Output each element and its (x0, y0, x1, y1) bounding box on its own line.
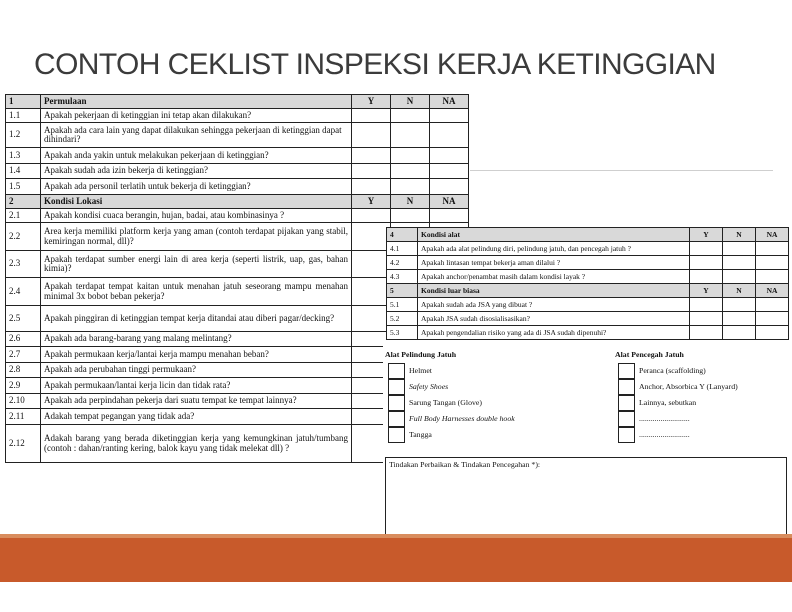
check-y-cell[interactable] (690, 270, 723, 284)
section-number: 2 (6, 195, 41, 209)
check-y-cell[interactable] (352, 123, 391, 148)
checkbox[interactable] (388, 379, 405, 395)
row-number: 2.8 (6, 363, 41, 378)
equipment-item (615, 427, 738, 443)
header-na: NA (756, 284, 789, 298)
equipment-label: Lainnya, sebutkan (639, 398, 697, 407)
section-row-kondisi-luar-biasa (387, 284, 789, 298)
header-na: NA (756, 228, 789, 242)
check-na-cell[interactable] (756, 312, 789, 326)
checkbox[interactable] (618, 411, 635, 427)
equipment-item (615, 363, 738, 379)
divider-line (470, 170, 773, 171)
row-number: 2.10 (6, 394, 41, 409)
check-y-cell[interactable] (690, 298, 723, 312)
check-n-cell[interactable] (391, 164, 430, 179)
check-n-cell[interactable] (391, 179, 430, 195)
row-number: 2.4 (6, 278, 41, 306)
checkbox[interactable] (388, 427, 405, 443)
row-text: Apakah sudah ada izin bekerja di ketinggian? (41, 164, 352, 179)
equipment-label: Safety Shoes (409, 382, 449, 391)
check-y-cell[interactable] (352, 179, 391, 195)
header-n: N (723, 284, 756, 298)
checkbox[interactable] (618, 379, 635, 395)
checkbox[interactable] (618, 427, 635, 443)
equipment-label: .......................... (639, 430, 690, 439)
header-n: N (723, 228, 756, 242)
row-number: 4.3 (387, 270, 418, 284)
section-number: 1 (6, 95, 41, 109)
header-y: Y (690, 228, 723, 242)
check-y-cell[interactable] (690, 256, 723, 270)
equipment-label: Full Body Harnesses double hook (409, 414, 515, 423)
row-text: Apakah ada cara lain yang dapat dilakukan sehingga pekerjaan di ketinggian dapat dihindari? (41, 123, 352, 148)
row-number: 1.5 (6, 179, 41, 195)
table-row (6, 148, 469, 164)
equipment-label: .......................... (639, 414, 690, 423)
check-na-cell[interactable] (756, 270, 789, 284)
row-number: 1.3 (6, 148, 41, 164)
row-number: 1.4 (6, 164, 41, 179)
check-n-cell[interactable] (723, 256, 756, 270)
table-row (6, 179, 469, 195)
row-number: 2.1 (6, 209, 41, 223)
check-y-cell[interactable] (352, 209, 391, 223)
section-title: Kondisi luar biasa (418, 284, 690, 298)
row-text: Apakah kondisi cuaca berangin, hujan, badai, atau kombinasinya ? (41, 209, 352, 223)
equipment-item (385, 363, 515, 379)
row-number: 2.11 (6, 409, 41, 425)
checkbox[interactable] (388, 395, 405, 411)
row-text: Apakah permukaan kerja/lantai kerja mampu menahan beban? (41, 347, 352, 363)
check-n-cell[interactable] (723, 312, 756, 326)
row-number: 2.3 (6, 251, 41, 278)
equipment-item (615, 411, 738, 427)
header-y: Y (352, 195, 391, 209)
row-text: Apakah pinggiran di ketinggian tempat kerja ditandai atau diberi pagar/decking? (41, 306, 352, 332)
check-y-cell[interactable] (690, 326, 723, 340)
equipment-label: Sarung Tangan (Glove) (409, 398, 482, 407)
equipment-label: Helmet (409, 366, 432, 375)
equipment-label: Tangga (409, 430, 432, 439)
equipment-panel (383, 340, 789, 560)
row-number: 1.2 (6, 123, 41, 148)
row-number: 1.1 (6, 109, 41, 123)
check-n-cell[interactable] (391, 209, 430, 223)
check-y-cell[interactable] (352, 109, 391, 123)
row-text: Apakah JSA sudah disosialisasikan? (418, 312, 690, 326)
section-title: Kondisi Lokasi (41, 195, 352, 209)
equipment-item (385, 427, 515, 443)
checkbox[interactable] (618, 395, 635, 411)
row-number: 2.7 (6, 347, 41, 363)
row-text: Apakah ada alat pelindung diri, pelindung jatuh, dan pencegah jatuh ? (418, 242, 690, 256)
section-number: 4 (387, 228, 418, 242)
check-n-cell[interactable] (723, 242, 756, 256)
row-number: 2.6 (6, 332, 41, 347)
section-title: Kondisi alat (418, 228, 690, 242)
checkbox[interactable] (618, 363, 635, 379)
checkbox[interactable] (388, 411, 405, 427)
table-row (387, 242, 789, 256)
alat-pencegah-column (615, 350, 738, 443)
section-row-permulaan (6, 95, 469, 109)
row-number: 5.1 (387, 298, 418, 312)
check-y-cell[interactable] (690, 312, 723, 326)
check-n-cell[interactable] (391, 123, 430, 148)
check-y-cell[interactable] (352, 278, 391, 306)
alat-pelindung-column (385, 350, 515, 443)
section-row-kondisi-lokasi (6, 195, 469, 209)
table-row (6, 164, 469, 179)
check-y-cell[interactable] (352, 164, 391, 179)
check-na-cell[interactable] (756, 256, 789, 270)
check-y-cell[interactable] (352, 148, 391, 164)
footer-bar (0, 538, 792, 582)
section-row-kondisi-alat (387, 228, 789, 242)
header-y: Y (352, 95, 391, 109)
check-na-cell[interactable] (756, 298, 789, 312)
check-n-cell[interactable] (391, 148, 430, 164)
row-text: Apakah anchor/penambat masih dalam kondisi layak ? (418, 270, 690, 284)
row-number: 5.3 (387, 326, 418, 340)
checkbox[interactable] (388, 363, 405, 379)
table-row (387, 256, 789, 270)
row-text: Apakah ada personil terlatih untuk bekerja di ketinggian? (41, 179, 352, 195)
check-na-cell[interactable] (430, 109, 469, 123)
row-text: Apakah pengendalian risiko yang ada di JSA sudah dipenuhi? (418, 326, 690, 340)
check-y-cell[interactable] (352, 306, 391, 332)
check-n-cell[interactable] (723, 270, 756, 284)
equipment-label: Anchor, Absorbica Y (Lanyard) (639, 382, 738, 391)
table-row (387, 326, 789, 340)
check-na-cell[interactable] (430, 123, 469, 148)
table-row (387, 270, 789, 284)
row-text: Adakah barang yang berada diketinggian kerja yang kemungkinan jatuh/tumbang (contoh : dahan/ranting kering, balok kayu yang tidak melekat dll) ? (41, 425, 352, 463)
section-title: Permulaan (41, 95, 352, 109)
check-na-cell[interactable] (430, 148, 469, 164)
equipment-item (615, 395, 738, 411)
row-number: 5.2 (387, 312, 418, 326)
header-na: NA (430, 195, 469, 209)
row-text: Apakah ada perpindahan pekerja dari suatu tempat ke tempat lainnya? (41, 394, 352, 409)
row-number: 2.2 (6, 223, 41, 251)
check-na-cell[interactable] (430, 179, 469, 195)
equipment-item (385, 379, 515, 395)
header-na: NA (430, 95, 469, 109)
header-n: N (391, 95, 430, 109)
table-row (387, 298, 789, 312)
tindakan-label: Tindakan Perbaikan & Tindakan Pencegahan *): (389, 460, 541, 469)
checklist-table-2 (386, 227, 789, 340)
check-y-cell[interactable] (352, 251, 391, 278)
table-row (387, 312, 789, 326)
row-text: Area kerja memiliki platform kerja yang aman (contoh terdapat pijakan yang stabil, kemiringan normal, dll)? (41, 223, 352, 251)
check-n-cell[interactable] (723, 326, 756, 340)
check-n-cell[interactable] (391, 109, 430, 123)
row-text: Apakah terdapat tempat kaitan untuk menahan jatuh seseorang mampu menahan minimal 3x bobot beban pekerja? (41, 278, 352, 306)
check-y-cell[interactable] (352, 223, 391, 251)
header-n: N (391, 195, 430, 209)
row-text: Apakah ada barang-barang yang malang melintang? (41, 332, 352, 347)
header-y: Y (690, 284, 723, 298)
row-text: Apakah sudah ada JSA yang dibuat ? (418, 298, 690, 312)
row-number: 2.9 (6, 378, 41, 394)
equipment-item (385, 411, 515, 427)
page-title: CONTOH CEKLIST INSPEKSI KERJA KETINGGIAN (34, 48, 716, 81)
check-na-cell[interactable] (756, 242, 789, 256)
equipment-item (385, 395, 515, 411)
row-text: Apakah lintasan tempat bekerja aman dilalui ? (418, 256, 690, 270)
table-row (6, 109, 469, 123)
equipment-item (615, 379, 738, 395)
table-row (6, 123, 469, 148)
equipment-label: Peranca (scaffolding) (639, 366, 706, 375)
section-number: 5 (387, 284, 418, 298)
row-number: 4.2 (387, 256, 418, 270)
alat-pencegah-heading: Alat Pencegah Jatuh (615, 350, 684, 359)
row-text: Adakah tempat pegangan yang tidak ada? (41, 409, 352, 425)
row-number: 2.12 (6, 425, 41, 463)
row-number: 4.1 (387, 242, 418, 256)
check-na-cell[interactable] (430, 209, 469, 223)
row-text: Apakah permukaan/lantai kerja licin dan tidak rata? (41, 378, 352, 394)
check-na-cell[interactable] (430, 164, 469, 179)
check-y-cell[interactable] (690, 242, 723, 256)
row-text: Apakah pekerjaan di ketinggian ini tetap akan dilakukan? (41, 109, 352, 123)
row-text: Apakah terdapat sumber energi lain di area kerja (seperti listrik, uap, gas, bahan kimia)? (41, 251, 352, 278)
row-text: Apakah anda yakin untuk melakukan pekerjaan di ketinggian? (41, 148, 352, 164)
alat-pelindung-heading: Alat Pelindung Jatuh (385, 350, 457, 359)
row-text: Apakah ada perubahan tinggi permukaan? (41, 363, 352, 378)
row-number: 2.5 (6, 306, 41, 332)
table-row (6, 209, 469, 223)
check-na-cell[interactable] (756, 326, 789, 340)
check-n-cell[interactable] (723, 298, 756, 312)
